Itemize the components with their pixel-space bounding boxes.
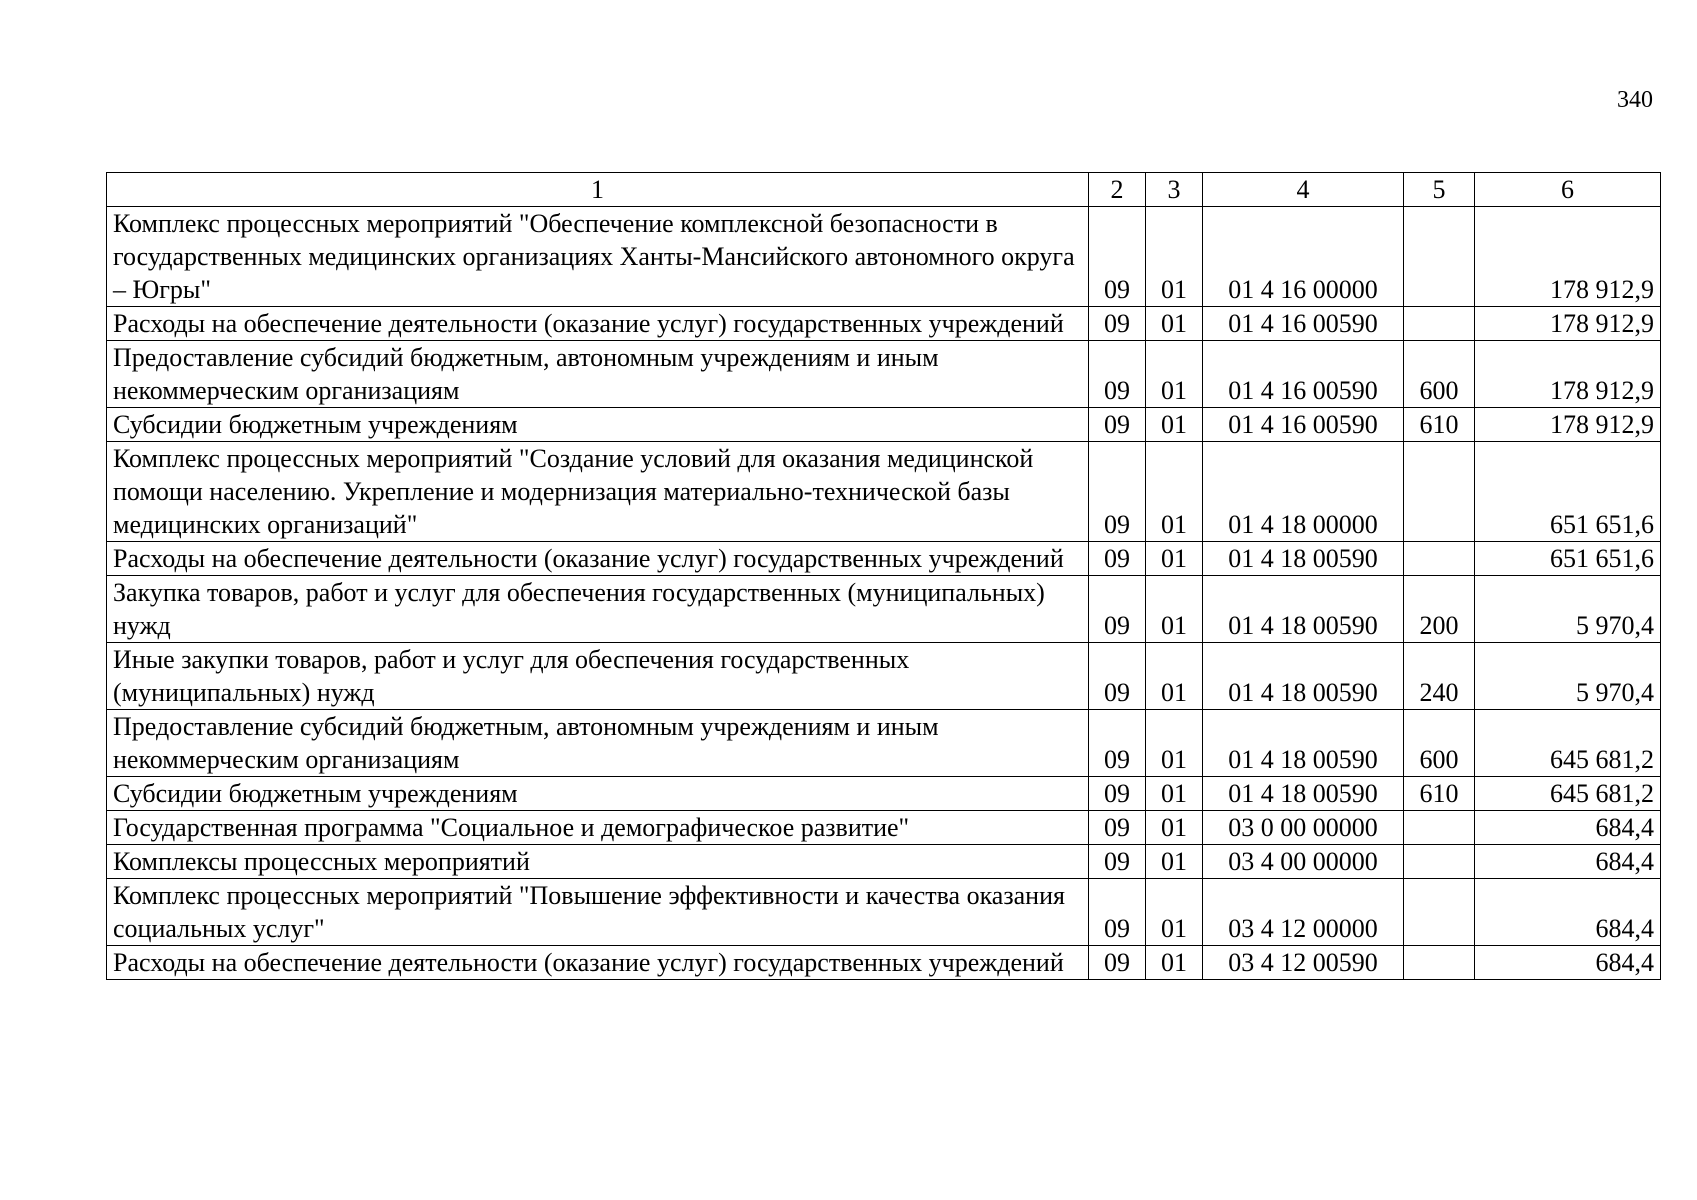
- row-section: 09: [1089, 408, 1146, 442]
- row-amount: 684,4: [1475, 845, 1661, 879]
- row-expense-type: [1404, 879, 1475, 946]
- table-row: [107, 879, 1661, 946]
- row-target-article: 01 4 18 00590: [1203, 643, 1404, 710]
- table-row: [107, 408, 1661, 442]
- row-expense-type: 610: [1404, 408, 1475, 442]
- row-subsection: 01: [1146, 576, 1203, 643]
- budget-table: [106, 172, 1661, 980]
- row-section: 09: [1089, 710, 1146, 777]
- table-row: [107, 542, 1661, 576]
- row-expense-type: [1404, 946, 1475, 980]
- row-target-article: 01 4 18 00590: [1203, 777, 1404, 811]
- row-subsection: 01: [1146, 777, 1203, 811]
- header-col-5: 5: [1404, 173, 1475, 207]
- row-target-article: 03 4 00 00000: [1203, 845, 1404, 879]
- row-amount: 5 970,4: [1475, 643, 1661, 710]
- header-col-3: 3: [1146, 173, 1203, 207]
- row-subsection: 01: [1146, 442, 1203, 542]
- row-section: 09: [1089, 542, 1146, 576]
- row-name: Комплекс процессных мероприятий "Обеспечение комплексной безопасности в государственных медицинских организациях Ханты-Мансийского автономного округа – Югры": [107, 207, 1089, 307]
- row-section: 09: [1089, 307, 1146, 341]
- row-expense-type: 240: [1404, 643, 1475, 710]
- row-subsection: 01: [1146, 542, 1203, 576]
- table-row: [107, 442, 1661, 542]
- row-section: 09: [1089, 442, 1146, 542]
- header-col-2: 2: [1089, 173, 1146, 207]
- table-row: [107, 710, 1661, 777]
- table-row: [107, 207, 1661, 307]
- page-number: 340: [1617, 87, 1653, 113]
- row-amount: 645 681,2: [1475, 710, 1661, 777]
- row-amount: 651 651,6: [1475, 442, 1661, 542]
- row-amount: 684,4: [1475, 879, 1661, 946]
- row-section: 09: [1089, 946, 1146, 980]
- row-subsection: 01: [1146, 307, 1203, 341]
- row-name: Комплекс процессных мероприятий "Создание условий для оказания медицинской помощи населению. Укрепление и модернизация материально-технической базы медицинских организаций": [107, 442, 1089, 542]
- row-expense-type: 600: [1404, 710, 1475, 777]
- header-col-4: 4: [1203, 173, 1404, 207]
- row-section: 09: [1089, 643, 1146, 710]
- row-target-article: 03 4 12 00000: [1203, 879, 1404, 946]
- row-expense-type: [1404, 542, 1475, 576]
- row-expense-type: 610: [1404, 777, 1475, 811]
- header-col-1: 1: [107, 173, 1089, 207]
- row-name: Закупка товаров, работ и услуг для обеспечения государственных (муниципальных) нужд: [107, 576, 1089, 643]
- row-amount: 5 970,4: [1475, 576, 1661, 643]
- row-target-article: 01 4 18 00590: [1203, 710, 1404, 777]
- row-subsection: 01: [1146, 207, 1203, 307]
- row-name: Предоставление субсидий бюджетным, автономным учреждениям и иным некоммерческим организациям: [107, 710, 1089, 777]
- row-name: Государственная программа "Социальное и демографическое развитие": [107, 811, 1089, 845]
- row-amount: 645 681,2: [1475, 777, 1661, 811]
- row-section: 09: [1089, 845, 1146, 879]
- row-subsection: 01: [1146, 408, 1203, 442]
- header-row: [107, 173, 1661, 207]
- row-expense-type: [1404, 207, 1475, 307]
- row-subsection: 01: [1146, 341, 1203, 408]
- table-row: [107, 845, 1661, 879]
- row-subsection: 01: [1146, 946, 1203, 980]
- row-amount: 178 912,9: [1475, 341, 1661, 408]
- table-row: [107, 341, 1661, 408]
- row-expense-type: 200: [1404, 576, 1475, 643]
- row-amount: 178 912,9: [1475, 207, 1661, 307]
- row-expense-type: [1404, 442, 1475, 542]
- row-name: Субсидии бюджетным учреждениям: [107, 408, 1089, 442]
- row-name: Иные закупки товаров, работ и услуг для обеспечения государственных (муниципальных) нужд: [107, 643, 1089, 710]
- row-subsection: 01: [1146, 643, 1203, 710]
- header-col-6: 6: [1475, 173, 1661, 207]
- row-target-article: 01 4 18 00590: [1203, 576, 1404, 643]
- row-subsection: 01: [1146, 811, 1203, 845]
- row-name: Расходы на обеспечение деятельности (оказание услуг) государственных учреждений: [107, 946, 1089, 980]
- row-section: 09: [1089, 879, 1146, 946]
- table-row: [107, 811, 1661, 845]
- row-target-article: 01 4 18 00590: [1203, 542, 1404, 576]
- row-section: 09: [1089, 777, 1146, 811]
- row-section: 09: [1089, 576, 1146, 643]
- row-name: Комплекс процессных мероприятий "Повышение эффективности и качества оказания социальных услуг": [107, 879, 1089, 946]
- row-target-article: 03 0 00 00000: [1203, 811, 1404, 845]
- row-expense-type: [1404, 811, 1475, 845]
- table-row: [107, 946, 1661, 980]
- row-expense-type: 600: [1404, 341, 1475, 408]
- row-section: 09: [1089, 341, 1146, 408]
- row-target-article: 01 4 16 00590: [1203, 408, 1404, 442]
- row-target-article: 01 4 18 00000: [1203, 442, 1404, 542]
- table-body: [107, 207, 1661, 980]
- table-row: [107, 576, 1661, 643]
- row-subsection: 01: [1146, 710, 1203, 777]
- row-target-article: 03 4 12 00590: [1203, 946, 1404, 980]
- table-row: [107, 643, 1661, 710]
- row-name: Расходы на обеспечение деятельности (оказание услуг) государственных учреждений: [107, 307, 1089, 341]
- row-amount: 178 912,9: [1475, 408, 1661, 442]
- table-row: [107, 307, 1661, 341]
- row-target-article: 01 4 16 00000: [1203, 207, 1404, 307]
- table-row: [107, 777, 1661, 811]
- row-target-article: 01 4 16 00590: [1203, 307, 1404, 341]
- row-name: Расходы на обеспечение деятельности (оказание услуг) государственных учреждений: [107, 542, 1089, 576]
- row-section: 09: [1089, 811, 1146, 845]
- row-name: Предоставление субсидий бюджетным, автономным учреждениям и иным некоммерческим организациям: [107, 341, 1089, 408]
- row-section: 09: [1089, 207, 1146, 307]
- row-amount: 651 651,6: [1475, 542, 1661, 576]
- row-name: Субсидии бюджетным учреждениям: [107, 777, 1089, 811]
- row-expense-type: [1404, 845, 1475, 879]
- row-amount: 684,4: [1475, 811, 1661, 845]
- row-amount: 178 912,9: [1475, 307, 1661, 341]
- row-subsection: 01: [1146, 879, 1203, 946]
- row-name: Комплексы процессных мероприятий: [107, 845, 1089, 879]
- row-target-article: 01 4 16 00590: [1203, 341, 1404, 408]
- row-expense-type: [1404, 307, 1475, 341]
- row-amount: 684,4: [1475, 946, 1661, 980]
- row-subsection: 01: [1146, 845, 1203, 879]
